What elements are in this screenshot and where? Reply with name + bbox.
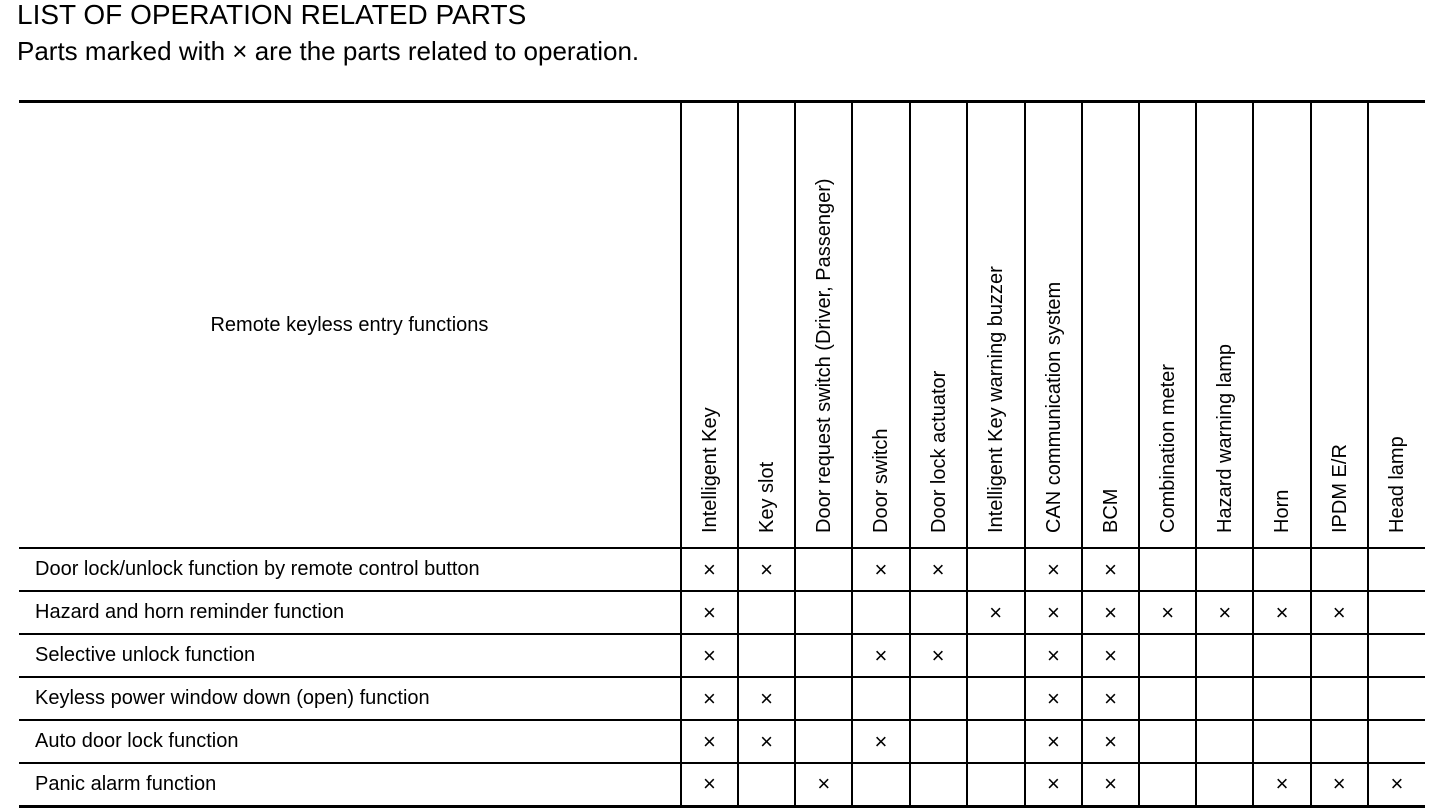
mark-cell: × <box>852 634 909 677</box>
mark-cell <box>1368 634 1425 677</box>
mark-cell <box>1311 720 1368 763</box>
part-header-intelligent-key <box>681 102 738 549</box>
mark-cell <box>1196 677 1253 720</box>
table-row <box>19 720 1425 763</box>
table-row <box>19 591 1425 634</box>
mark-cell <box>1253 677 1310 720</box>
mark-cell <box>1311 634 1368 677</box>
mark-cell: × <box>1368 763 1425 806</box>
mark-cell: × <box>910 634 967 677</box>
part-header-label: IPDM E/R <box>1328 444 1351 533</box>
function-label: Door lock/unlock function by remote control button <box>35 558 480 580</box>
mark-cell: × <box>1082 720 1139 763</box>
mark-cell: × <box>1196 591 1253 634</box>
mark-cell <box>852 677 909 720</box>
part-header-label: BCM <box>1099 488 1122 533</box>
table-row <box>19 548 1425 591</box>
table-row <box>19 634 1425 677</box>
mark-cell <box>795 677 852 720</box>
mark-cell: × <box>1025 548 1082 591</box>
mark-cell: × <box>910 548 967 591</box>
mark-cell <box>1196 763 1253 806</box>
mark-cell: × <box>1311 591 1368 634</box>
function-label: Keyless power window down (open) function <box>19 677 681 720</box>
mark-cell <box>1139 720 1196 763</box>
mark-cell: × <box>795 763 852 806</box>
part-header-hazard-warning-lamp <box>1196 102 1253 549</box>
mark-cell: × <box>1082 634 1139 677</box>
part-header-warning-buzzer <box>967 102 1025 549</box>
mark-cell <box>1139 634 1196 677</box>
mark-cell <box>910 763 967 806</box>
mark-cell <box>738 591 795 634</box>
mark-cell <box>795 634 852 677</box>
part-header-combination-meter <box>1139 102 1196 549</box>
part-header-label: Horn <box>1271 489 1294 533</box>
mark-cell: × <box>1082 677 1139 720</box>
mark-cell <box>1253 634 1310 677</box>
table-row <box>19 677 1425 720</box>
mark-cell <box>1139 763 1196 806</box>
part-header-label: Door switch <box>870 428 893 533</box>
part-header-label: CAN communication system <box>1042 281 1065 533</box>
mark-cell <box>910 591 967 634</box>
part-header-label: Hazard warning lamp <box>1214 344 1237 533</box>
mark-cell: × <box>681 634 738 677</box>
mark-cell: × <box>681 763 738 806</box>
part-header-label: Combination meter <box>1157 364 1180 533</box>
page-subtitle: Parts marked with × are the parts related to operation. <box>17 36 640 66</box>
mark-cell <box>795 591 852 634</box>
mark-cell <box>1139 548 1196 591</box>
mark-cell: × <box>852 720 909 763</box>
mark-cell: × <box>1025 634 1082 677</box>
function-label: Selective unlock function <box>19 634 681 677</box>
part-header-horn <box>1253 102 1310 549</box>
function-label: Hazard and horn reminder function <box>19 591 681 634</box>
part-header-label: Door lock actuator <box>927 370 950 533</box>
mark-cell: × <box>967 591 1025 634</box>
mark-cell <box>967 720 1025 763</box>
part-header-label: Intelligent Key <box>698 407 721 533</box>
part-header-label: Key slot <box>756 461 779 533</box>
part-header-door-switch <box>852 102 909 549</box>
mark-cell <box>1311 677 1368 720</box>
mark-cell <box>1368 548 1425 591</box>
part-header-ipdm-er <box>1311 102 1368 549</box>
part-header-label: Head lamp <box>1385 436 1408 533</box>
mark-cell: × <box>681 677 738 720</box>
mark-cell <box>967 763 1025 806</box>
mark-cell <box>1368 677 1425 720</box>
mark-cell <box>1196 634 1253 677</box>
mark-cell <box>1196 720 1253 763</box>
mark-cell: × <box>681 720 738 763</box>
mark-cell: × <box>852 548 909 591</box>
mark-cell: × <box>738 677 795 720</box>
table-row <box>19 763 1425 806</box>
mark-cell <box>967 548 1025 591</box>
mark-cell: × <box>1311 763 1368 806</box>
mark-cell <box>738 634 795 677</box>
mark-cell <box>1196 548 1253 591</box>
part-header-door-lock-actuator <box>910 102 967 549</box>
mark-cell <box>1311 548 1368 591</box>
mark-cell <box>910 677 967 720</box>
part-header-key-slot <box>738 102 795 549</box>
mark-cell: × <box>738 548 795 591</box>
mark-cell: × <box>1025 591 1082 634</box>
mark-cell <box>1253 720 1310 763</box>
mark-cell <box>1139 677 1196 720</box>
header-row <box>19 102 1425 549</box>
mark-cell <box>852 763 909 806</box>
part-header-bcm <box>1082 102 1139 549</box>
mark-cell: × <box>1139 591 1196 634</box>
mark-cell: × <box>1082 591 1139 634</box>
mark-cell: × <box>1082 548 1139 591</box>
mark-cell <box>1253 548 1310 591</box>
mark-cell: × <box>1253 763 1310 806</box>
mark-cell: × <box>1082 763 1139 806</box>
mark-cell <box>852 591 909 634</box>
mark-cell <box>967 677 1025 720</box>
part-header-can-system <box>1025 102 1082 549</box>
mark-cell: × <box>681 548 738 591</box>
mark-cell: × <box>1253 591 1310 634</box>
mark-cell <box>738 763 795 806</box>
mark-cell: × <box>738 720 795 763</box>
mark-cell <box>967 634 1025 677</box>
mark-cell: × <box>681 591 738 634</box>
mark-cell <box>795 548 852 591</box>
mark-cell <box>910 720 967 763</box>
mark-cell: × <box>1025 677 1082 720</box>
part-header-label: Door request switch (Driver, Passenger) <box>813 178 836 533</box>
mark-cell <box>795 720 852 763</box>
mark-cell: × <box>1025 720 1082 763</box>
corner-header: Remote keyless entry functions <box>19 102 681 549</box>
part-header-door-request-switch <box>795 102 852 549</box>
function-label: Auto door lock function <box>19 720 681 763</box>
page-title: LIST OF OPERATION RELATED PARTS <box>17 0 527 30</box>
part-header-label: Intelligent Key warning buzzer <box>984 266 1007 533</box>
mark-cell <box>1368 591 1425 634</box>
function-label: Panic alarm function <box>19 763 681 806</box>
operation-parts-table <box>19 100 1425 808</box>
mark-cell: × <box>1025 763 1082 806</box>
mark-cell <box>1368 720 1425 763</box>
part-header-head-lamp <box>1368 102 1425 549</box>
